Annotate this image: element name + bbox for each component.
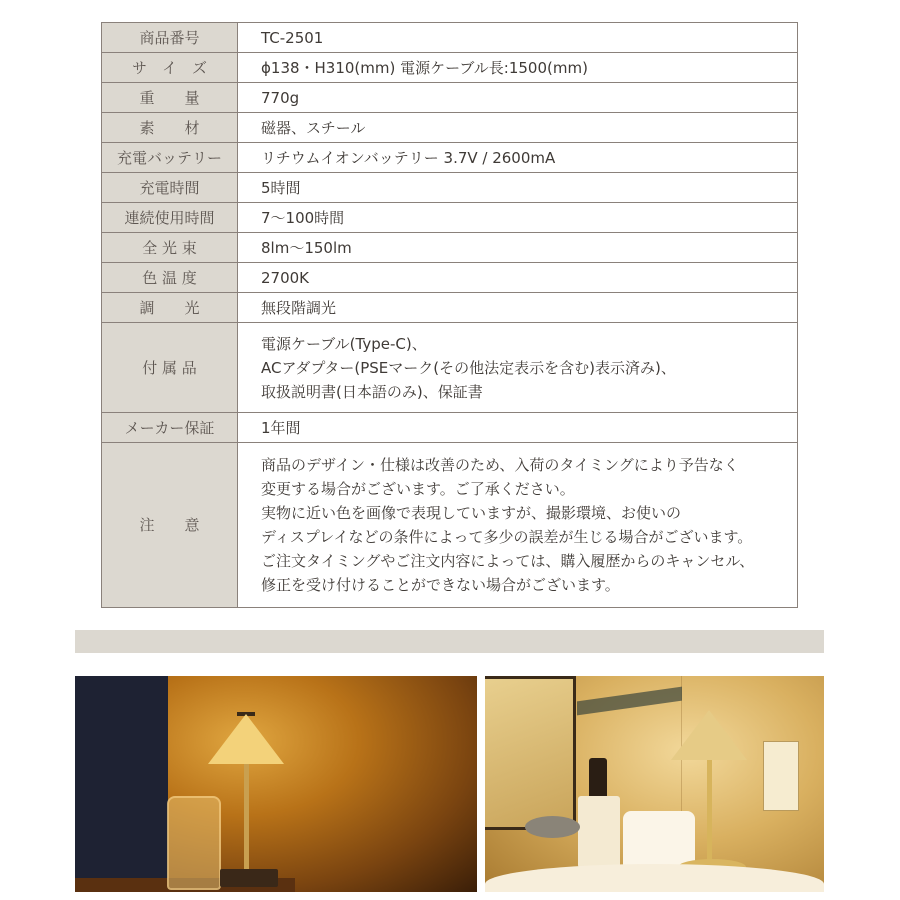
spec-label: 付 属 品 — [102, 323, 238, 413]
spec-value: 商品のデザイン・仕様は改善のため、入荷のタイミングにより予告なく 変更する場合がございます。ご了承ください。 実物に近い色を画像で表現していますが、撮影環境、お使いの ディスプレイなどの条件によって多少の誤差が生じる場合がございます。 ご注文タイミングやご注文内容によっては、購入履歴からのキャンセル、 修正を受け付けることができない場合がございます。 — [238, 443, 798, 608]
soap-bottle — [578, 796, 620, 868]
spec-row-luminous-flux — [102, 233, 798, 263]
spec-row-battery — [102, 143, 798, 173]
spec-value: リチウムイオンバッテリー 3.7V / 2600mA — [238, 143, 798, 173]
spec-value: 磁器、スチール — [238, 113, 798, 143]
lamp-shade — [671, 710, 747, 760]
spec-label: メーカー保証 — [102, 413, 238, 443]
spec-label: 素 材 — [102, 113, 238, 143]
photo-lamp-on-side-table — [75, 676, 477, 892]
glass-shelf — [577, 687, 682, 716]
spec-value: TC-2501 — [238, 23, 798, 53]
spec-row-size — [102, 53, 798, 83]
photo-lamp-in-washroom — [485, 676, 824, 892]
lamp-stem — [244, 764, 249, 869]
section-divider-bar — [75, 630, 824, 653]
lamp-base — [220, 869, 278, 887]
spec-value: 1年間 — [238, 413, 798, 443]
spec-value: 8lm〜150lm — [238, 233, 798, 263]
spec-label: 注 意 — [102, 443, 238, 608]
spec-row-continuous-use — [102, 203, 798, 233]
spec-row-warranty — [102, 413, 798, 443]
spec-label: 調 光 — [102, 293, 238, 323]
glass-jar — [167, 796, 221, 890]
lamp-stem — [707, 760, 712, 870]
wall-outlet — [763, 741, 799, 811]
folded-towels — [623, 811, 695, 869]
sink-basin — [485, 864, 824, 892]
dark-cabinet — [75, 676, 168, 892]
spec-label: 連続使用時間 — [102, 203, 238, 233]
spec-label: 充電バッテリー — [102, 143, 238, 173]
spec-table — [101, 22, 798, 608]
spec-value: 電源ケーブル(Type-C)、 ACアダプター(PSEマーク(その他法定表示を含む)表示済み)、 取扱説明書(日本語のみ)、保証書 — [238, 323, 798, 413]
spec-label: 色 温 度 — [102, 263, 238, 293]
faucet — [525, 816, 580, 838]
spec-row-color-temperature — [102, 263, 798, 293]
spec-label: 重 量 — [102, 83, 238, 113]
spec-value: 7〜100時間 — [238, 203, 798, 233]
spec-label: 全 光 束 — [102, 233, 238, 263]
spec-label: 充電時間 — [102, 173, 238, 203]
spec-value: 無段階調光 — [238, 293, 798, 323]
spec-row-weight — [102, 83, 798, 113]
spec-row-accessories — [102, 323, 798, 413]
spec-row-notes — [102, 443, 798, 608]
spec-value: ϕ138・H310(mm) 電源ケーブル長:1500(mm) — [238, 53, 798, 83]
pump-dispenser — [589, 758, 607, 798]
spec-value: 770g — [238, 83, 798, 113]
spec-row-dimming — [102, 293, 798, 323]
spec-label: サ イ ズ — [102, 53, 238, 83]
spec-label: 商品番号 — [102, 23, 238, 53]
spec-value: 5時間 — [238, 173, 798, 203]
spec-row-material — [102, 113, 798, 143]
spec-row-product-number — [102, 23, 798, 53]
spec-row-charge-time — [102, 173, 798, 203]
lamp-shade — [208, 714, 284, 764]
mirror — [485, 676, 576, 830]
spec-value: 2700K — [238, 263, 798, 293]
